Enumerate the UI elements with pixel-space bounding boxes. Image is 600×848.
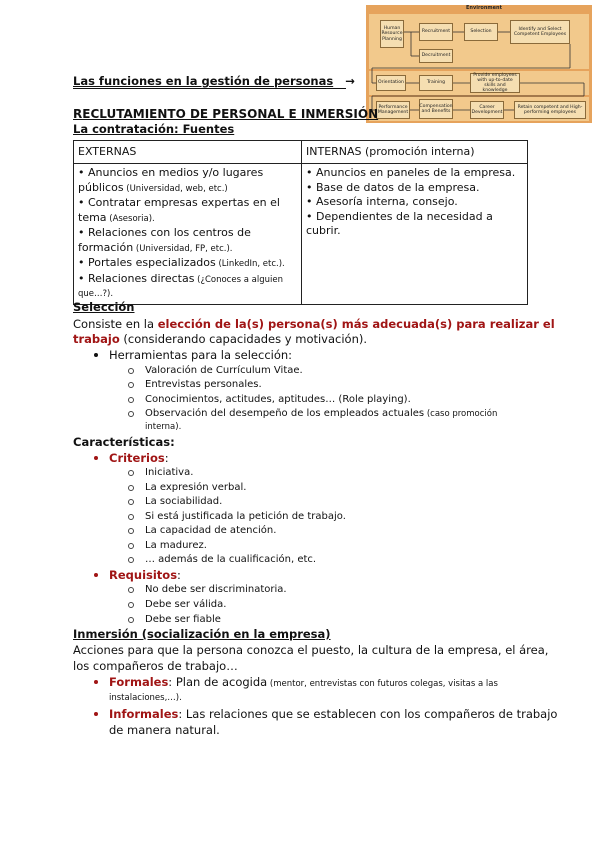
circle-bullet-icon [128,617,134,623]
funciones-heading [73,74,355,89]
externas-cell [74,164,302,305]
formales-line: Formales: Plan de acogida (mentor, entrevistas con futuros colegas, visitas a las [109,675,498,689]
seleccion-p1: Consiste en la elección de la(s) persona(s) más adecuada(s) para realizar el [73,317,555,331]
list-item: La madurez. [145,540,207,551]
ext-line: • Contratar empresas expertas en el [78,196,280,209]
funciones-heading-text: Las funciones en la gestión de personas [73,74,334,88]
list-item: Conocimientos, actitudes, aptitudes… (Role playing). [145,394,411,405]
int-line: • Dependientes de la necesidad a [306,209,493,223]
inmersion-p1: Acciones para que la persona conozca el puesto, la cultura de la empresa, el área, [73,643,549,657]
inmersion-p2: los compañeros de trabajo… [73,659,238,673]
diagram-box-career: Career Development [470,101,504,119]
list-item: No debe ser discriminatoria. [145,584,287,595]
fuentes-table [73,140,528,305]
circle-bullet-icon [128,528,134,534]
ext-line: • Relaciones directas (¿Conoces a alguien [78,271,283,285]
list-item: Debe ser válida. [145,599,227,610]
bullet-icon [94,680,98,684]
ext-line: • Anuncios en medios y/o lugares [78,166,264,179]
internas-cell [302,164,528,305]
diagram-arrows [366,5,592,123]
informales-line: Informales: Las relaciones que se establecen con los compañeros de trabajo [109,707,558,721]
criterios-label: Criterios: [109,451,169,465]
table-header-externas: EXTERNAS [74,141,302,164]
diagram-box-performance: Performance Management [376,101,410,119]
informales-line-cont: de manera natural. [109,723,220,737]
funciones-underline [73,88,346,89]
ext-line: que…?). [78,289,114,299]
hr-process-diagram [366,5,592,123]
bullet-icon [94,353,98,357]
caracteristicas-heading: Características: [73,435,175,449]
list-item: La sociabilidad. [145,496,223,507]
list-item: Observación del desempeño de los empleados actuales (caso promoción [145,408,498,419]
requisitos-label: Requisitos: [109,568,181,582]
list-item: La expresión verbal. [145,482,247,493]
diagram-box-compensation: Compensation and Benefits [419,99,453,119]
bullet-icon [94,573,98,577]
herramientas-label: Herramientas para la selección: [109,348,293,362]
circle-bullet-icon [128,543,134,549]
seleccion-p2: trabajo (considerando capacidades y motivación). [73,332,368,346]
diagram-box-recruitment: Recruitment [419,23,453,41]
circle-bullet-icon [128,411,134,417]
bullet-icon [94,712,98,716]
diagram-box-orientation: Orientation [376,75,406,91]
bullet-icon [94,456,98,460]
int-line: • Asesoría interna, consejo. [306,195,458,208]
circle-bullet-icon [128,587,134,593]
reclutamiento-heading: RECLUTAMIENTO DE PERSONAL E INMERSIÓN [73,107,379,121]
diagram-box-provide: Provide employees with up-to-date skills and knowledge [470,73,520,93]
arrow-icon: → [345,74,355,88]
table-row [74,164,528,305]
circle-bullet-icon [128,557,134,563]
list-item: Si está justificada la petición de trabajo. [145,511,346,522]
list-item: Iniciativa. [145,467,194,478]
contratacion-heading: La contratación: Fuentes [73,122,235,136]
circle-bullet-icon [128,602,134,608]
list-item: Debe ser fiable [145,614,221,625]
ext-line: tema (Asesoria). [78,210,155,224]
int-line: cubrir. [306,224,341,237]
ext-line: • Relaciones con los centros de [78,226,251,239]
diagram-box-retain: Retain competent and High-performing employees [514,101,586,119]
circle-bullet-icon [128,368,134,374]
ext-line: formación (Universidad, FP, etc.). [78,240,233,254]
list-item: Valoración de Currículum Vitae. [145,365,303,376]
circle-bullet-icon [128,499,134,505]
circle-bullet-icon [128,470,134,476]
list-item: Entrevistas personales. [145,379,262,390]
int-line: • Base de datos de la empresa. [306,180,480,194]
circle-bullet-icon [128,397,134,403]
int-line: • Anuncios en paneles de la empresa. [306,166,516,179]
formales-line-cont: instalaciones,…). [109,693,182,703]
list-item: … además de la cualificación, etc. [145,554,317,565]
inmersion-heading: Inmersión (socialización en la empresa) [73,627,331,641]
list-item: La capacidad de atención. [145,525,277,536]
ext-line: • Portales especializados (LinkedIn, etc.). [78,256,285,269]
diagram-box-selection: Selection [464,23,498,41]
diagram-box-training: Training [419,75,453,91]
diagram-environment-label: Environment [466,5,502,11]
ext-line: públicos (Universidad, web, etc.) [78,180,228,194]
seleccion-heading: Selección [73,300,135,314]
table-header-internas: INTERNAS (promoción interna) [302,141,528,164]
diagram-box-hr-planning: Human Resource Planning [380,20,404,48]
table-header-row [74,141,528,164]
circle-bullet-icon [128,382,134,388]
diagram-box-decruitment: Decruitment [419,49,453,63]
diagram-box-identify: Identify and Select Competent Employees [510,20,570,44]
circle-bullet-icon [128,485,134,491]
list-item-cont: interna). [145,422,182,432]
circle-bullet-icon [128,514,134,520]
